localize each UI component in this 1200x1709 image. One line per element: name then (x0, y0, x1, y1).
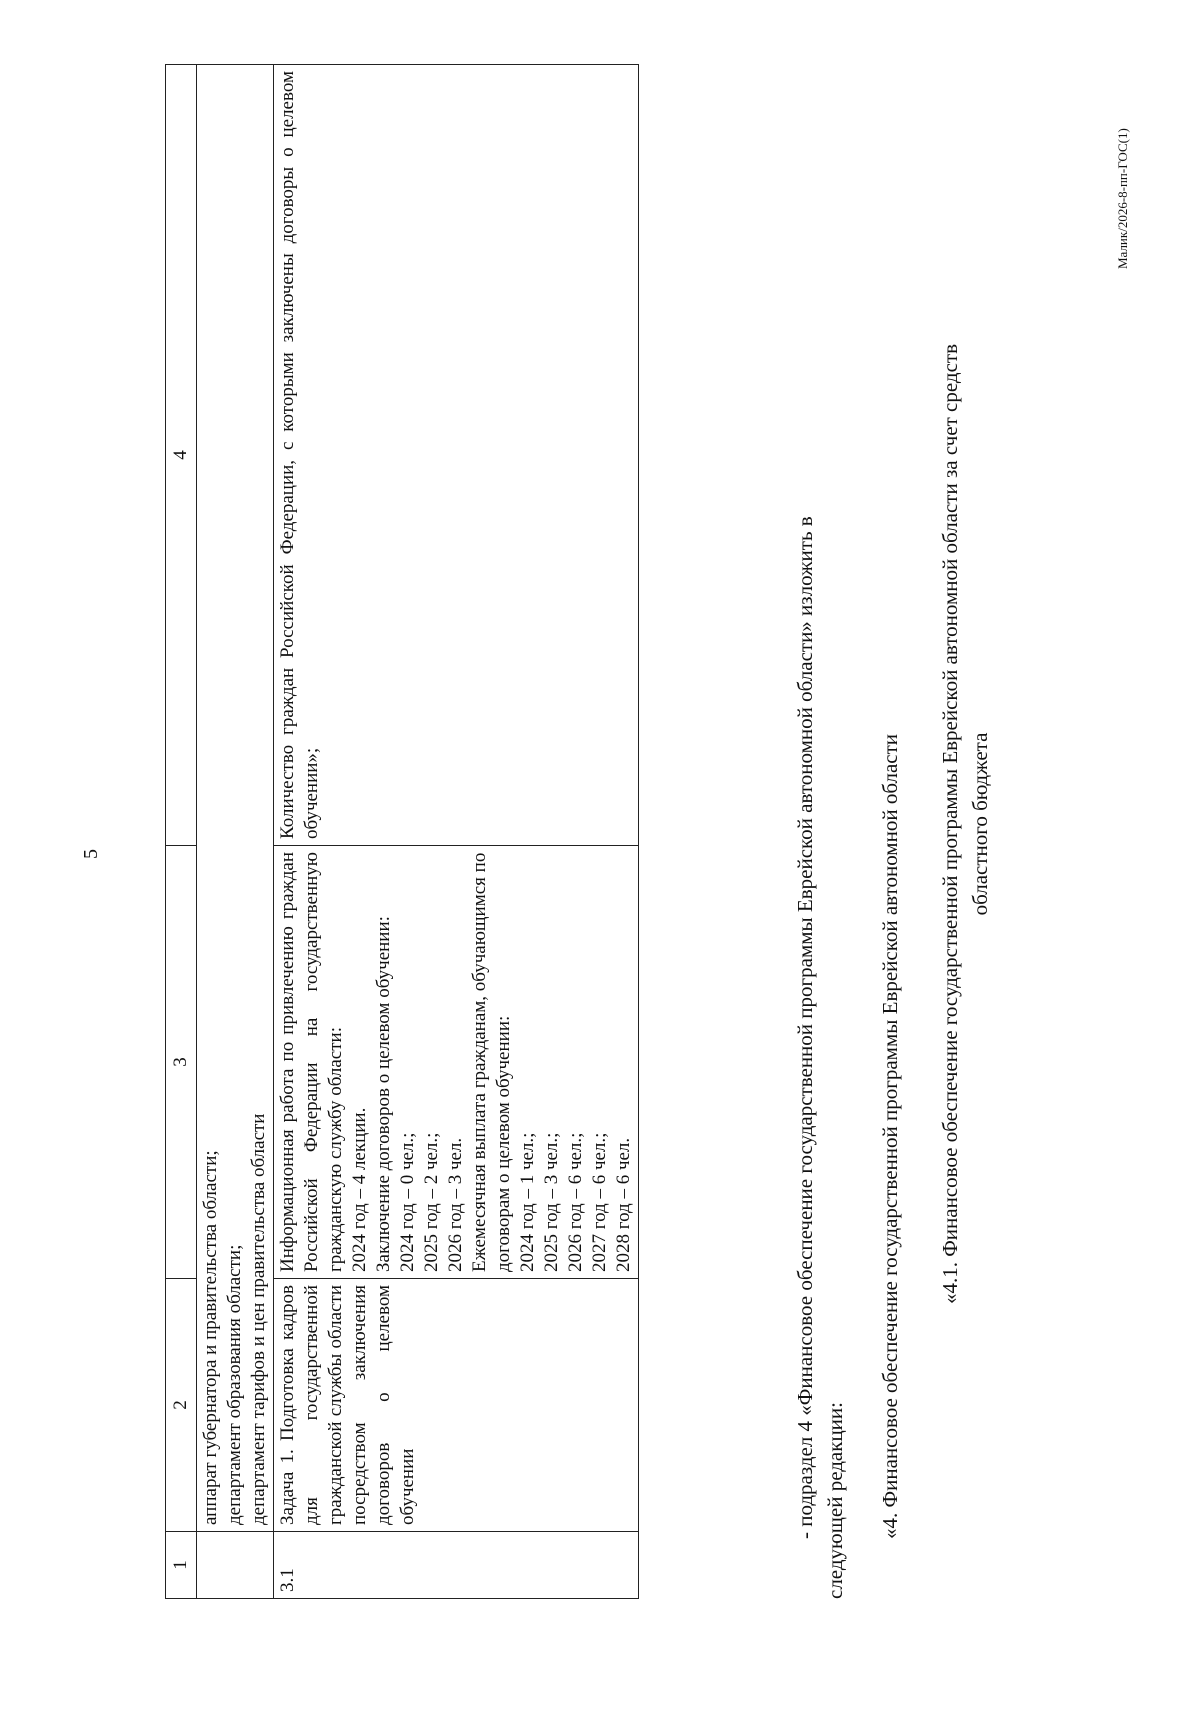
header-col-1: 1 (166, 1532, 197, 1599)
header-col-4: 4 (166, 65, 197, 846)
contracts-line: 2026 год – 3 чел. (445, 1137, 466, 1272)
org-line: департамент образования области; (224, 1244, 245, 1525)
org-num-cell (197, 1532, 274, 1599)
org-line: аппарат губернатора и правительства области; (200, 1150, 221, 1525)
contracts-line: 2024 год – 0 чел.; (397, 1132, 418, 1272)
amendment-paragraph-continuation: следующей редакции: (823, 1402, 847, 1599)
payment-line: 2028 год – 6 чел. (613, 1137, 634, 1272)
table-header-row (166, 65, 197, 1599)
payment-line: 2025 год – 3 чел.; (541, 1132, 562, 1272)
table-row-organizations (197, 65, 274, 1599)
section-4-heading: «4. Финансовое обеспечение государственной программы Еврейской автономной области (878, 733, 902, 1539)
lectures-line: 2024 год – 4 лекции. (349, 1107, 370, 1272)
page-number: 5 (80, 849, 102, 859)
activity-intro: Информационная работа по привлечению граждан Российской Федерации на государственную гражданскую службу области: (277, 852, 346, 1272)
contracts-title: Заключение договоров о целевом обучении: (373, 916, 394, 1272)
header-col-2: 2 (166, 1279, 197, 1532)
section-4-1-heading (935, 119, 995, 1529)
payment-title: Ежемесячная выплата гражданам, обучающимся по договорам о целевом обучении: (469, 852, 514, 1272)
task-cell: Задача 1. Подготовка кадров для государственной гражданской службы области посредством заключения договоров о целевом обучении (274, 1279, 639, 1532)
activities-cell (274, 846, 639, 1279)
row-number: 3.1 (274, 1532, 639, 1599)
org-line: департамент тарифов и цен правительства области (248, 1113, 269, 1525)
indicator-cell: Количество граждан Российской Федерации, с которыми заключены договоры о целевом обучении»; (274, 65, 639, 846)
amendment-paragraph: - подраздел 4 «Финансовое обеспечение государственной программы Еврейской автономной области» изложить в (793, 516, 817, 1539)
payment-line: 2026 год – 6 чел.; (565, 1132, 586, 1272)
org-list-cell (197, 65, 274, 1532)
payment-line: 2024 год – 1 чел.; (517, 1132, 538, 1272)
header-col-3: 3 (166, 846, 197, 1279)
document-code: Малик/2026-8-пп-ГОС(1) (1115, 128, 1130, 269)
payment-line: 2027 год – 6 чел.; (589, 1132, 610, 1272)
section-4-1-heading-line-1: «4.1. Финансовое обеспечение государственной программы Еврейской автономной области за счет средств (938, 343, 962, 1305)
section-4-1-heading-line-2: областного бюджета (968, 732, 992, 916)
contracts-line: 2025 год – 2 чел.; (421, 1132, 442, 1272)
program-table (165, 64, 639, 1599)
table-row-3-1 (274, 65, 639, 1599)
